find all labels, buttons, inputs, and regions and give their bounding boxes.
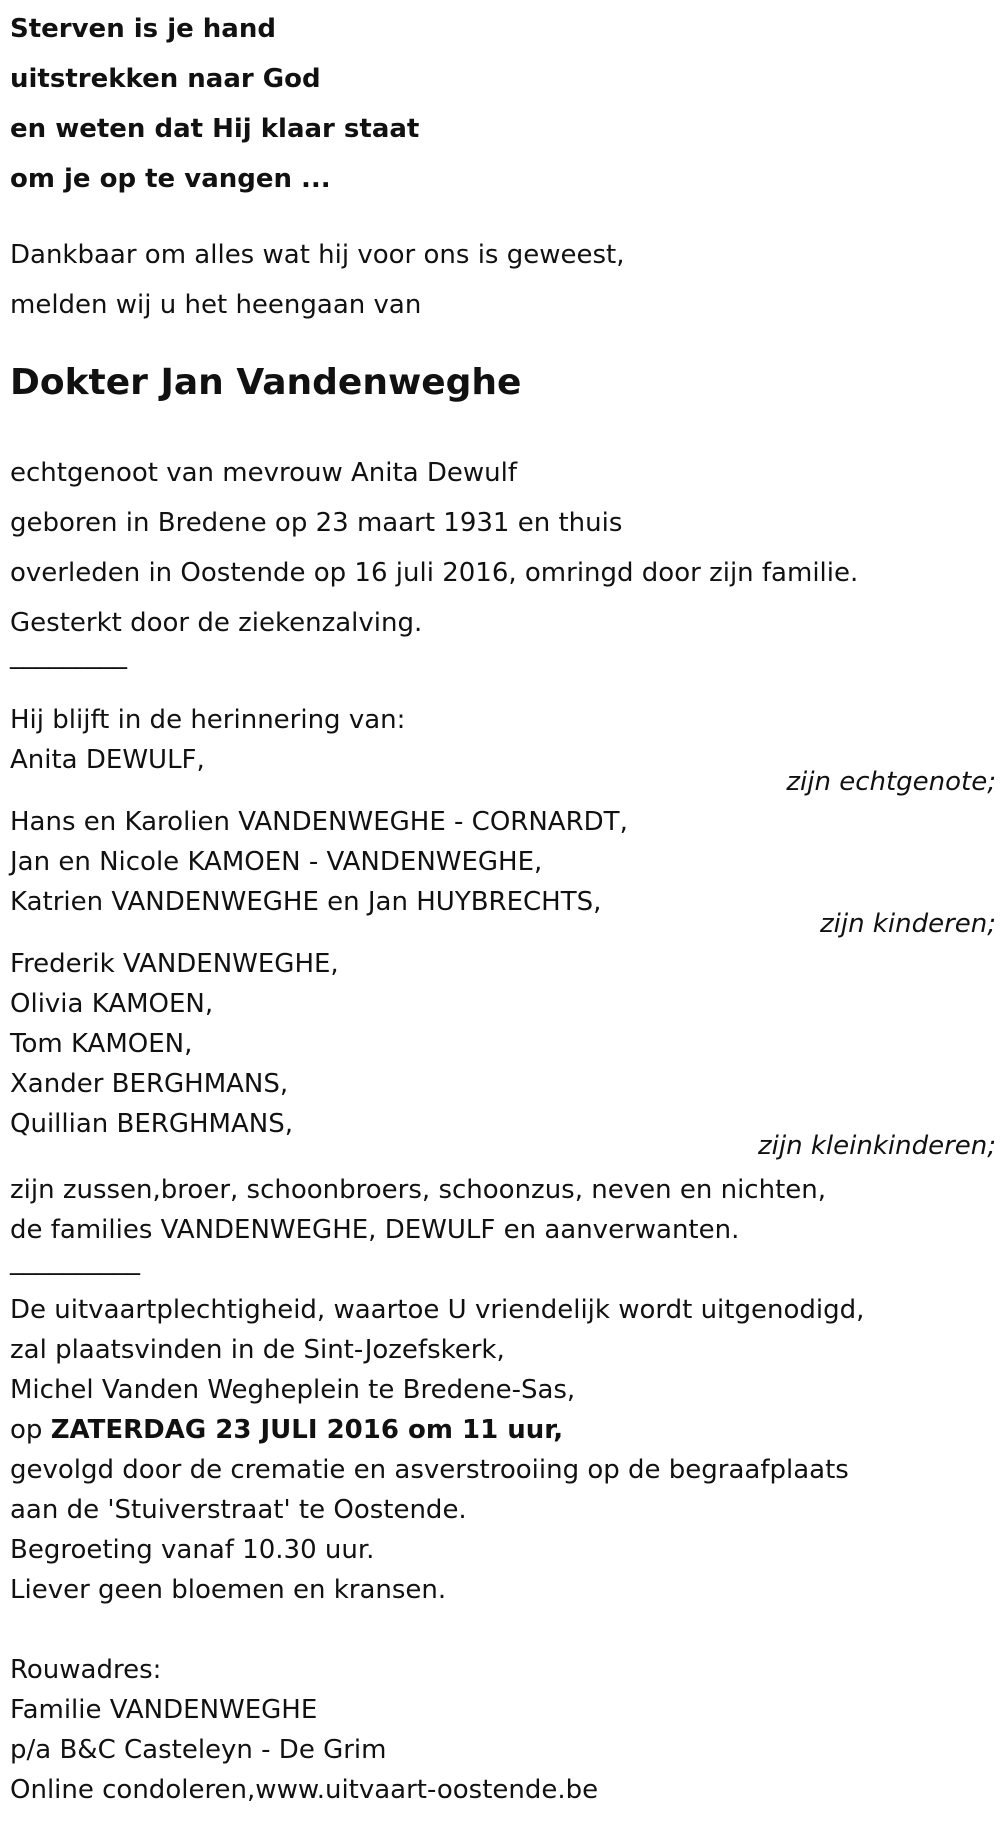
ceremony-line: zal plaatsvinden in de Sint-Jozefskerk, bbox=[10, 1335, 505, 1365]
remembrance-list bbox=[10, 700, 405, 780]
ceremony-details bbox=[10, 1290, 864, 1610]
ceremony-line: De uitvaartplechtigheid, waartoe U vriendelijk wordt uitgenodigd, bbox=[10, 1295, 865, 1325]
child-line: Jan en Nicole KAMOEN - VANDENWEGHE, bbox=[10, 847, 543, 877]
bio-line: geboren in Bredene op 23 maart 1931 en thuis bbox=[10, 508, 623, 538]
ceremony-date: ZATERDAG 23 JULI 2016 om 11 uur, bbox=[50, 1415, 564, 1445]
ceremony-line: Begroeting vanaf 10.30 uur. bbox=[10, 1535, 375, 1565]
address-label: Rouwadres: bbox=[10, 1655, 162, 1685]
intro-line: melden wij u het heengaan van bbox=[10, 290, 422, 320]
ceremony-date-line bbox=[10, 1410, 864, 1450]
bio-line: overleden in Oostende op 16 juli 2016, omringd door zijn familie. bbox=[10, 558, 859, 588]
grandchild-line: Frederik VANDENWEGHE, bbox=[10, 949, 339, 979]
relatives-line: zijn zussen,broer, schoonbroers, schoonzus, neven en nichten, bbox=[10, 1175, 827, 1205]
separator: _________ bbox=[10, 640, 127, 670]
grandchild-line: Quillian BERGHMANS, bbox=[10, 1109, 293, 1139]
child-line: Hans en Karolien VANDENWEGHE - CORNARDT, bbox=[10, 807, 628, 837]
poem-line: en weten dat Hij klaar staat bbox=[10, 114, 420, 144]
grandchild-line: Xander BERGHMANS, bbox=[10, 1069, 289, 1099]
condolence-link[interactable]: Online condoleren,www.uitvaart-oostende.be bbox=[10, 1775, 599, 1805]
relatives-line: de families VANDENWEGHE, DEWULF en aanverwanten. bbox=[10, 1215, 740, 1245]
intro-line: Dankbaar om alles wat hij voor ons is geweest, bbox=[10, 240, 625, 270]
poem bbox=[10, 4, 419, 204]
bio-line: Gesterkt door de ziekenzalving. bbox=[10, 608, 423, 638]
grandchild-line: Tom KAMOEN, bbox=[10, 1029, 193, 1059]
poem-line: Sterven is je hand bbox=[10, 14, 276, 44]
ceremony-date-prefix: op bbox=[10, 1415, 51, 1445]
children-role: zijn kinderen; bbox=[819, 909, 996, 939]
children-list bbox=[10, 802, 628, 922]
grandchildren-list bbox=[10, 944, 339, 1144]
remembrance-intro: Hij blijft in de herinnering van: bbox=[10, 705, 406, 735]
bio bbox=[10, 448, 858, 648]
spouse-line: Anita DEWULF, bbox=[10, 745, 205, 775]
relatives-list bbox=[10, 1170, 826, 1250]
ceremony-line: Michel Vanden Wegheplein te Bredene-Sas, bbox=[10, 1375, 576, 1405]
grandchildren-role: zijn kleinkinderen; bbox=[758, 1131, 996, 1161]
spouse-role: zijn echtgenote; bbox=[786, 767, 996, 797]
ceremony-line: Liever geen bloemen en kransen. bbox=[10, 1575, 447, 1605]
poem-line: om je op te vangen ... bbox=[10, 164, 331, 194]
grandchild-line: Olivia KAMOEN, bbox=[10, 989, 214, 1019]
poem-line: uitstrekken naar God bbox=[10, 64, 321, 94]
child-line: Katrien VANDENWEGHE en Jan HUYBRECHTS, bbox=[10, 887, 602, 917]
intro bbox=[10, 230, 625, 330]
address-line: Familie VANDENWEGHE bbox=[10, 1695, 318, 1725]
bio-line: echtgenoot van mevrouw Anita Dewulf bbox=[10, 458, 518, 488]
ceremony-line: aan de 'Stuiverstraat' te Oostende. bbox=[10, 1495, 467, 1525]
address-line: p/a B&C Casteleyn - De Grim bbox=[10, 1735, 387, 1765]
ceremony-line: gevolgd door de crematie en asverstrooiing op de begraafplaats bbox=[10, 1455, 849, 1485]
address-block bbox=[10, 1650, 598, 1810]
separator: __________ bbox=[10, 1246, 140, 1276]
deceased-name: Dokter Jan Vandenweghe bbox=[10, 362, 522, 403]
